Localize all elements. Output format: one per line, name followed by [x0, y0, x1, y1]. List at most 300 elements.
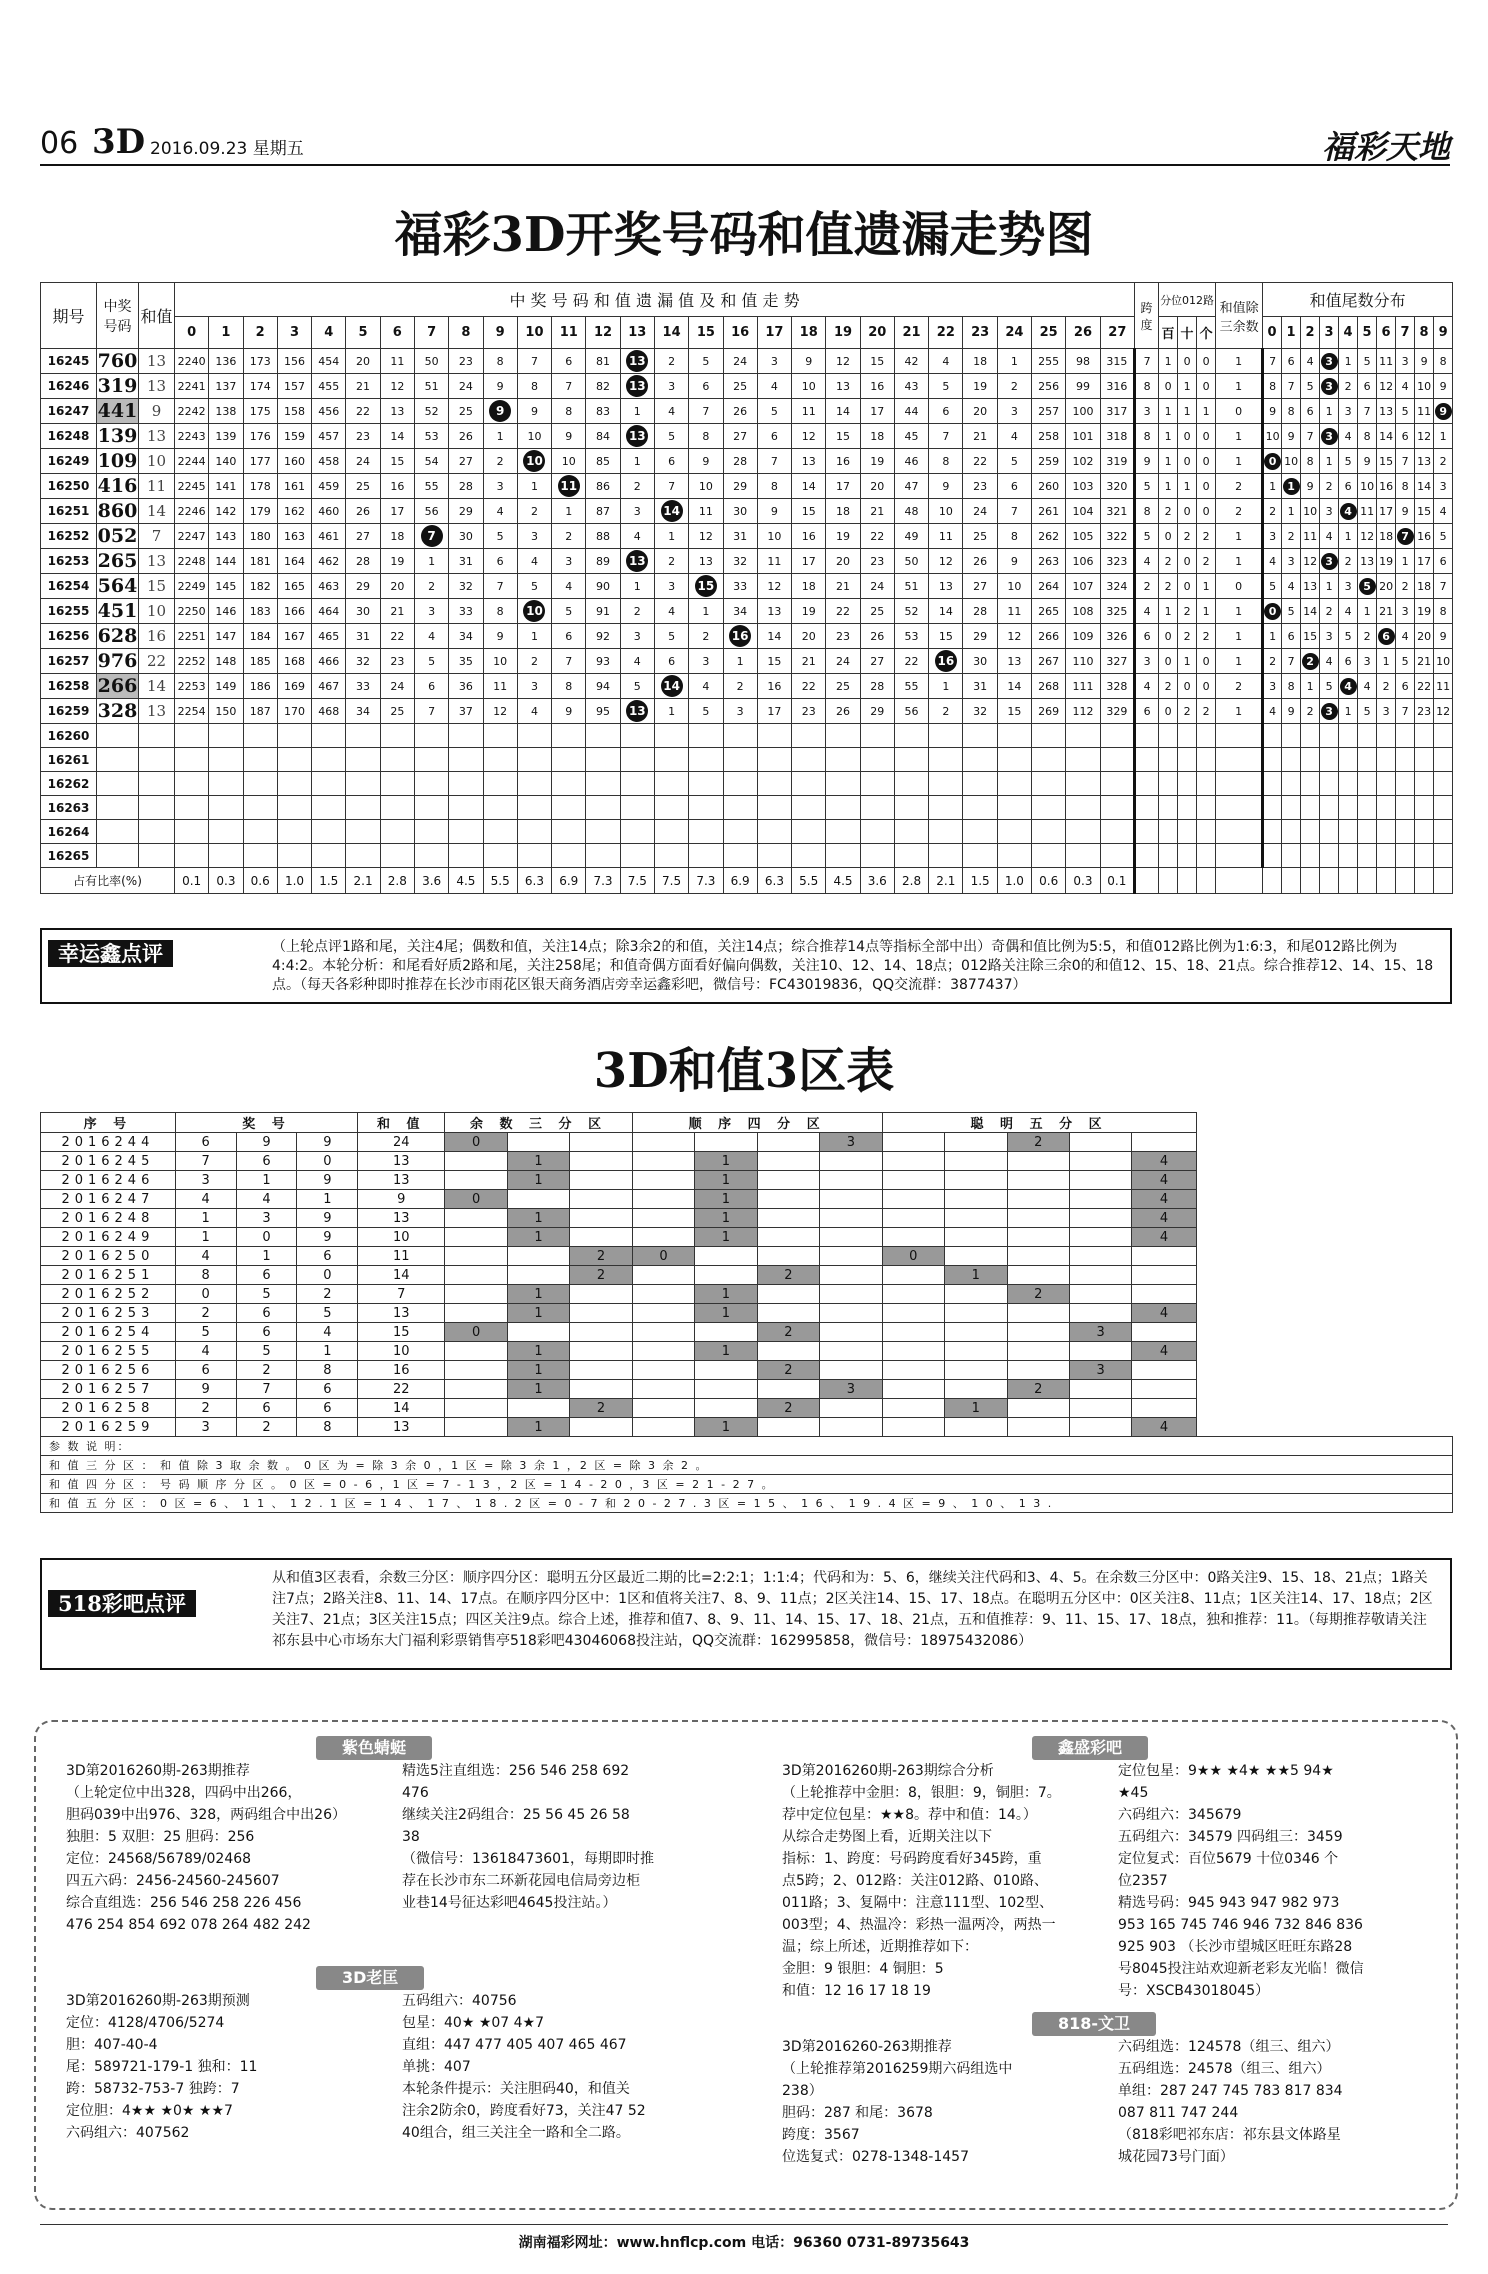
zone3-cell: 1: [507, 1380, 569, 1399]
empty-cell: [929, 724, 963, 748]
issue-number: 16252: [41, 524, 97, 549]
sum-digit: 2: [175, 1399, 236, 1418]
empty-cell: [723, 724, 757, 748]
miss-cell: 11: [792, 399, 826, 424]
recommend-line: 和值：12 16 17 18 19: [782, 1983, 931, 1999]
sum-col-head: 10: [517, 317, 551, 349]
miss-cell: 183: [243, 599, 277, 624]
recommend-right: [402, 1990, 732, 2144]
zone4-cell: [757, 1342, 819, 1361]
miss-cell: 18: [792, 574, 826, 599]
sum-row: [41, 1380, 1453, 1399]
tail-cell: 13: [1301, 574, 1320, 599]
sum-col-head: 5: [346, 317, 380, 349]
tail-cell: 8: [1434, 349, 1453, 374]
sum-col-head: 27: [1100, 317, 1134, 349]
miss-cell: 21: [826, 574, 860, 599]
sum-total: 14: [358, 1266, 445, 1285]
empty-cell: [449, 724, 483, 748]
issue-number: 16255: [41, 599, 97, 624]
recommend-left: [782, 1760, 1102, 2002]
zone3-cell: [507, 1190, 569, 1209]
empty-cell: [1178, 820, 1197, 844]
miss-cell: 25: [380, 699, 414, 724]
miss-cell: 89: [586, 549, 620, 574]
tail-cell: 4: [1358, 674, 1377, 699]
miss-cell: 2: [723, 674, 757, 699]
miss-cell: 9: [552, 424, 586, 449]
empty-cell: [139, 748, 175, 772]
sum-seq: 2016246: [41, 1171, 176, 1190]
miss-cell: 18: [963, 349, 997, 374]
issue-number: 16254: [41, 574, 97, 599]
miss-cell: 94: [586, 674, 620, 699]
empty-cell: [483, 724, 517, 748]
ratio-value: 1.5: [963, 868, 997, 894]
zone4-cell: [820, 1152, 883, 1171]
empty-cell: [483, 820, 517, 844]
miss-cell: 11: [929, 524, 963, 549]
miss-cell: 3: [517, 524, 551, 549]
empty-cell: [1178, 724, 1197, 748]
empty-cell: [312, 820, 346, 844]
recommend-line: 五码组六：34579 四码组三：3459: [1118, 1829, 1343, 1845]
tail-cell: 18: [1415, 574, 1434, 599]
tail-cell: 12: [1358, 524, 1377, 549]
zone4-cell: 2: [757, 1399, 819, 1418]
tail-cell: 10: [1415, 374, 1434, 399]
sum-digit: 9: [297, 1133, 358, 1152]
tail-cell: 6: [1282, 624, 1301, 649]
route-value: 2: [1159, 549, 1178, 574]
zone4-cell: 3: [820, 1133, 883, 1152]
sum-total: 13: [358, 1418, 445, 1437]
miss-cell: 2: [483, 449, 517, 474]
miss-cell: 181: [243, 549, 277, 574]
tail-cell: 3: [1263, 674, 1282, 699]
tail-cell: 3: [1282, 549, 1301, 574]
sum-hit-marker: 10: [523, 450, 545, 472]
empty-cell: [586, 748, 620, 772]
miss-cell: [929, 649, 963, 674]
miss-cell: 108: [1066, 599, 1100, 624]
route-value: 2: [1159, 499, 1178, 524]
span-value: 3: [1135, 649, 1159, 674]
miss-cell: [689, 574, 723, 599]
miss-cell: 12: [826, 349, 860, 374]
miss-cell: 28: [449, 474, 483, 499]
tail-col-head: 0: [1263, 317, 1282, 349]
issue-number: 16247: [41, 399, 97, 424]
miss-cell: 98: [1066, 349, 1100, 374]
zone4-cell: [757, 1209, 819, 1228]
zone4-cell: [632, 1323, 694, 1342]
miss-cell: 260: [1032, 474, 1066, 499]
draw-number: 441: [97, 400, 138, 422]
zone3-cell: 2: [570, 1247, 632, 1266]
recommend-line: 精选5注直组选：256 546 258 692: [402, 1763, 630, 1779]
empty-cell: [1178, 748, 1197, 772]
tail-cell: 1: [1339, 699, 1358, 724]
zone5-cell: [1007, 1209, 1069, 1228]
miss-cell: 5: [689, 349, 723, 374]
tail-cell: 5: [1301, 374, 1320, 399]
recommend-right: [1118, 1760, 1448, 2002]
tail-hit-marker: 3: [1321, 703, 1338, 720]
miss-cell: 179: [243, 499, 277, 524]
miss-cell: 456: [312, 399, 346, 424]
draw-number: 052: [97, 525, 138, 547]
recommend-line: 位选复式：0278-1348-1457: [782, 2149, 969, 2165]
miss-cell: 178: [243, 474, 277, 499]
miss-cell: 52: [414, 399, 448, 424]
tail-cell: 15: [1415, 499, 1434, 524]
sum-digit: 3: [175, 1171, 236, 1190]
mod3-value: 1: [1216, 374, 1263, 399]
empty-cell: [139, 796, 175, 820]
tail-cell: 23: [1415, 699, 1434, 724]
empty-cell: [139, 724, 175, 748]
recommend-line: 六码组六：407562: [66, 2125, 190, 2141]
miss-cell: 85: [586, 449, 620, 474]
empty-cell: [1434, 724, 1453, 748]
miss-cell: 6: [689, 374, 723, 399]
span-value: 9: [1135, 449, 1159, 474]
miss-cell: 2249: [175, 574, 209, 599]
miss-cell: 19: [963, 374, 997, 399]
zone5-cell: 2: [1007, 1133, 1069, 1152]
zone5-cell: 4: [1132, 1190, 1196, 1209]
miss-cell: 8: [997, 524, 1031, 549]
route-value: 2: [1197, 524, 1216, 549]
route-value: 0: [1197, 374, 1216, 399]
miss-cell: 10: [792, 374, 826, 399]
empty-cell: [1358, 772, 1377, 796]
tail-cell: 6: [1358, 374, 1377, 399]
issue-number: 16245: [41, 349, 97, 374]
empty-cell: [139, 820, 175, 844]
miss-cell: 92: [586, 624, 620, 649]
miss-cell: 7: [654, 474, 688, 499]
ratio-label: 占有比率(%): [41, 868, 175, 894]
empty-cell: [1216, 724, 1263, 748]
zone5-cell: [882, 1133, 944, 1152]
sum-digit: 1: [236, 1171, 297, 1190]
miss-cell: 30: [723, 499, 757, 524]
miss-cell: 20: [346, 349, 380, 374]
miss-cell: 166: [277, 599, 311, 624]
empty-cell: [209, 748, 243, 772]
miss-cell: 22: [380, 624, 414, 649]
miss-cell: 136: [209, 349, 243, 374]
recommend-line: 40组合，组三关注全一路和全二路。: [402, 2125, 630, 2141]
miss-cell: 4: [620, 524, 654, 549]
tail-cell: 2: [1320, 474, 1339, 499]
empty-cell: [1320, 724, 1339, 748]
zone5-cell: [945, 1247, 1007, 1266]
empty-cell: [1159, 820, 1178, 844]
tail-cell: 4: [1434, 499, 1453, 524]
zone5-cell: [945, 1285, 1007, 1304]
miss-cell: [483, 399, 517, 424]
zone5-cell: 4: [1132, 1418, 1196, 1437]
span-value: 4: [1135, 599, 1159, 624]
sum-seq: 2016255: [41, 1342, 176, 1361]
miss-cell: 262: [1032, 524, 1066, 549]
zone4-cell: [757, 1285, 819, 1304]
zone5-cell: 4: [1132, 1304, 1196, 1323]
empty-cell: [929, 796, 963, 820]
sum-value: 11: [139, 474, 175, 499]
miss-cell: 20: [380, 574, 414, 599]
empty-cell: [689, 820, 723, 844]
tail-cell: 3: [1339, 399, 1358, 424]
ratio-value: 2.1: [346, 868, 380, 894]
miss-cell: 319: [1100, 449, 1134, 474]
sum-digit: 3: [236, 1209, 297, 1228]
sum-digit: 7: [236, 1380, 297, 1399]
miss-cell: 10: [552, 449, 586, 474]
sum-hit-marker: 9: [489, 400, 511, 422]
tail-hit-marker: 0: [1264, 603, 1281, 620]
miss-cell: 2: [517, 499, 551, 524]
zone3-cell: [445, 1152, 507, 1171]
miss-cell: 14: [757, 624, 791, 649]
route-value: 2: [1178, 599, 1197, 624]
miss-cell: 170: [277, 699, 311, 724]
zone5-cell: [945, 1133, 1007, 1152]
empty-cell: [1197, 868, 1216, 894]
empty-cell: [277, 748, 311, 772]
tail-cell: 2: [1282, 524, 1301, 549]
route-value: 2: [1159, 574, 1178, 599]
sum-col-head: 15: [689, 317, 723, 349]
empty-cell: [1377, 844, 1396, 868]
tail-cell: 6: [1434, 549, 1453, 574]
route-value: 0: [1178, 674, 1197, 699]
miss-cell: [654, 674, 688, 699]
draw-number: 266: [97, 675, 138, 697]
zone3-cell: [570, 1304, 632, 1323]
miss-cell: 29: [723, 474, 757, 499]
empty-cell: [209, 844, 243, 868]
recommend-line: 五码组六：40756: [402, 1993, 517, 2009]
empty-cell: [620, 772, 654, 796]
recommend-label: 鑫盛彩吧: [1032, 1736, 1148, 1760]
sum-hit-marker: 13: [626, 375, 648, 397]
tail-cell: 5: [1339, 449, 1358, 474]
miss-cell: 23: [963, 474, 997, 499]
miss-cell: 2: [620, 474, 654, 499]
zone5-cell: [1069, 1266, 1131, 1285]
miss-cell: 1: [929, 674, 963, 699]
empty-cell: [1197, 820, 1216, 844]
tail-cell: 14: [1377, 424, 1396, 449]
miss-cell: 261: [1032, 499, 1066, 524]
tail-cell: 1: [1358, 599, 1377, 624]
zone3-cell: 1: [507, 1171, 569, 1190]
empty-cell: [1159, 724, 1178, 748]
empty-cell: [654, 820, 688, 844]
zone4-cell: [757, 1228, 819, 1247]
empty-cell: [1377, 724, 1396, 748]
sum-seq: 2016248: [41, 1209, 176, 1228]
empty-cell: [517, 748, 551, 772]
miss-cell: 185: [243, 649, 277, 674]
empty-cell: [277, 844, 311, 868]
miss-cell: 145: [209, 574, 243, 599]
miss-cell: 51: [414, 374, 448, 399]
empty-cell: [380, 820, 414, 844]
sum-col-head: 8: [449, 317, 483, 349]
sum-row: [41, 1152, 1453, 1171]
zone4-cell: [820, 1285, 883, 1304]
zone5-cell: [1132, 1361, 1196, 1380]
sum-digit: 9: [236, 1133, 297, 1152]
tail-cell: 10: [1434, 649, 1453, 674]
miss-cell: 4: [517, 699, 551, 724]
recommend-line: 3D第2016260期-263期预测: [66, 1993, 250, 2009]
empty-cell: [243, 772, 277, 796]
tail-col-head: 6: [1377, 317, 1396, 349]
recommend-line: 综合直组选：256 546 258 226 456: [66, 1895, 302, 1911]
miss-cell: 167: [277, 624, 311, 649]
tail-cell: 5: [1358, 349, 1377, 374]
zone5-cell: [1007, 1304, 1069, 1323]
trend-empty-row: [41, 844, 1453, 868]
tail-cell: 6: [1339, 649, 1358, 674]
zone3-cell: 1: [507, 1418, 569, 1437]
zone4-cell: 1: [695, 1190, 757, 1209]
empty-cell: [517, 796, 551, 820]
sum-row: [41, 1247, 1453, 1266]
sum-value: 7: [139, 524, 175, 549]
sum-head-cell: 聪 明 五 分 区: [882, 1113, 1196, 1133]
miss-cell: 14: [826, 399, 860, 424]
empty-cell: [1415, 748, 1434, 772]
mod3-value: 1: [1216, 349, 1263, 374]
empty-cell: [414, 796, 448, 820]
miss-cell: 55: [414, 474, 448, 499]
tail-cell: 1: [1396, 549, 1415, 574]
sum-digit: 4: [236, 1190, 297, 1209]
zone4-cell: [632, 1209, 694, 1228]
empty-cell: [1434, 748, 1453, 772]
zone4-cell: 1: [695, 1342, 757, 1361]
route-value: 0: [1178, 449, 1197, 474]
miss-cell: 18: [826, 499, 860, 524]
span-value: 4: [1135, 549, 1159, 574]
tail-hit-marker: 7: [1397, 528, 1414, 545]
miss-cell: 12: [997, 624, 1031, 649]
miss-cell: 29: [346, 574, 380, 599]
empty-cell: [552, 844, 586, 868]
zone5-cell: [1007, 1228, 1069, 1247]
sum-digit: 1: [175, 1209, 236, 1228]
recommend-line: （微信号：13618473601，每期即时推: [402, 1851, 654, 1867]
miss-cell: 32: [346, 649, 380, 674]
span-value: 5: [1135, 524, 1159, 549]
sum-row: [41, 1133, 1453, 1152]
tail-cell: 19: [1377, 549, 1396, 574]
miss-cell: 266: [1032, 624, 1066, 649]
empty-cell: [689, 772, 723, 796]
section-name: 3D: [92, 122, 146, 162]
zone4-cell: [632, 1399, 694, 1418]
recommend-line: 从综合走势图上看，近期关注以下: [782, 1829, 992, 1845]
empty-cell: [175, 796, 209, 820]
empty-cell: [860, 772, 894, 796]
empty-cell: [1100, 796, 1134, 820]
empty-cell: [826, 772, 860, 796]
sum-total: 11: [358, 1247, 445, 1266]
zone3-cell: [570, 1228, 632, 1247]
empty-cell: [757, 796, 791, 820]
trend-row: [41, 624, 1453, 649]
miss-cell: 17: [757, 699, 791, 724]
zone5-cell: [945, 1342, 1007, 1361]
empty-cell: [723, 844, 757, 868]
zone4-cell: [757, 1247, 819, 1266]
sum-digit: 8: [297, 1361, 358, 1380]
empty-cell: [346, 772, 380, 796]
miss-cell: 4: [483, 499, 517, 524]
zone3-cell: 1: [507, 1228, 569, 1247]
tail-cell: 5: [1320, 674, 1339, 699]
tail-hit-marker: 3: [1321, 378, 1338, 395]
mod3-value: 2: [1216, 474, 1263, 499]
zone5-cell: [1007, 1342, 1069, 1361]
sum-hit-marker: 14: [661, 500, 683, 522]
empty-cell: [894, 724, 928, 748]
tail-cell: 5: [1358, 699, 1377, 724]
issue-number: 16265: [41, 844, 97, 868]
sum-value: 16: [139, 624, 175, 649]
miss-cell: 16: [757, 674, 791, 699]
ratio-value: 2.8: [380, 868, 414, 894]
empty-cell: [654, 748, 688, 772]
empty-cell: [1396, 748, 1415, 772]
empty-cell: [552, 772, 586, 796]
empty-cell: [312, 844, 346, 868]
zone5-cell: [1069, 1342, 1131, 1361]
empty-cell: [209, 724, 243, 748]
zone5-cell: [1007, 1247, 1069, 1266]
recommend-line: 953 165 745 746 946 732 846 836: [1118, 1917, 1363, 1933]
sum-col-head: 17: [757, 317, 791, 349]
miss-cell: 2: [654, 549, 688, 574]
miss-cell: 8: [929, 449, 963, 474]
miss-cell: 12: [757, 574, 791, 599]
miss-cell: 32: [963, 699, 997, 724]
tail-cell: 8: [1282, 674, 1301, 699]
issue-number: 16250: [41, 474, 97, 499]
sum-col-head: 9: [483, 317, 517, 349]
trend-row: [41, 549, 1453, 574]
empty-cell: [483, 796, 517, 820]
sumtable-title: 3D和值3区表: [593, 1043, 895, 1099]
miss-cell: 12: [483, 699, 517, 724]
tail-cell: 21: [1415, 649, 1434, 674]
miss-cell: 1: [620, 449, 654, 474]
route-value: 1: [1159, 349, 1178, 374]
empty-cell: [963, 748, 997, 772]
empty-cell: [380, 796, 414, 820]
empty-cell: [1434, 820, 1453, 844]
empty-cell: [1434, 868, 1453, 894]
empty-cell: [1358, 820, 1377, 844]
miss-cell: 48: [894, 499, 928, 524]
